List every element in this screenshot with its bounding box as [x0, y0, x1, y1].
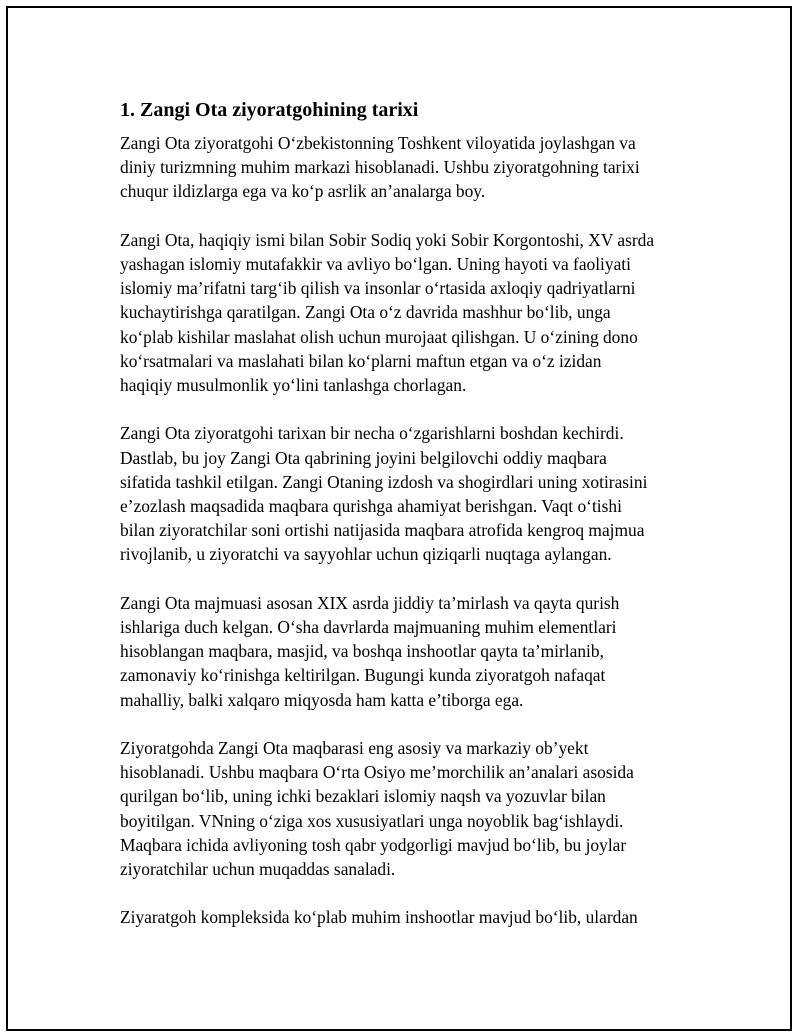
text-line: kuchaytirishga qaratilgan. Zangi Ota o‘z davrida mashhur bo‘lib, unga [120, 302, 611, 323]
text-line: Zangi Ota ziyoratgohi tarixan bir necha o‘zgarishlarni boshdan kechirdi. [120, 423, 624, 444]
text-line: ko‘plab kishilar maslahat olish uchun murojaat qilishgan. U o‘zining dono [120, 326, 638, 347]
document-page [6, 6, 792, 1031]
paragraph [120, 591, 690, 712]
text-line: Ziyoratgohda Zangi Ota maqbarasi eng asosiy va markaziy ob’yekt [120, 738, 589, 759]
document-body [120, 97, 690, 954]
text-line: zamonaviy ko‘rinishga keltirilgan. Bugungi kunda ziyoratgoh nafaqat [120, 665, 606, 686]
text-line: Zangi Ota majmuasi asosan XIX asrda jiddiy ta’mirlash va qayta qurish [120, 592, 620, 613]
text-line: sifatida tashkil etilgan. Zangi Otaning izdosh va shogirdlari uning xotirasini [120, 471, 648, 492]
paragraph [120, 228, 690, 397]
paragraph [120, 131, 690, 204]
text-line: bilan ziyoratchilar soni ortishi natijasida maqbara atrofida kengroq majmua [120, 520, 645, 541]
text-line: Maqbara ichida avliyoning tosh qabr yodgorligi mavjud bo‘lib, bu joylar [120, 834, 627, 855]
text-line: mahalliy, balki xalqaro miqyosda ham katta e’tiborga ega. [120, 689, 524, 710]
paragraph [120, 421, 690, 566]
paragraph [120, 905, 690, 929]
text-line: chuqur ildizlarga ega va ko‘p asrlik an’analarga boy. [120, 181, 486, 202]
text-line: Dastlab, bu joy Zangi Ota qabrining joyini belgilovchi oddiy maqbara [120, 447, 607, 468]
text-line: haqiqiy musulmonlik yo‘lini tanlashga chorlagan. [120, 375, 467, 396]
text-line: yashagan islomiy mutafakkir va avliyo bo‘lgan. Uning hayoti va faoliyati [120, 254, 631, 274]
text-line: rivojlanib, u ziyoratchi va sayyohlar uchun qiziqarli nuqtaga aylangan. [120, 544, 612, 565]
text-line: hisoblanadi. Ushbu maqbara O‘rta Osiyo me’morchilik an’analari asosida [120, 762, 634, 783]
text-line: Zangi Ota ziyoratgohi O‘zbekistonning Toshkent viloyatida joylashgan va [120, 133, 636, 153]
paragraph [120, 736, 690, 881]
text-line: islomiy ma’rifatni targ‘ib qilish va insonlar o‘rtasida axloqiy qadriyatlarni [120, 278, 636, 299]
text-line: Ziyaratgoh kompleksida ko‘plab muhim inshootlar mavjud bo‘lib, ulardan [120, 907, 638, 928]
text-line: qurilgan bo‘lib, uning ichki bezaklari islomiy naqsh va yozuvlar bilan [120, 786, 606, 807]
text-line: ishlariga duch kelgan. O‘sha davrlarda majmuaning muhim elementlari [120, 617, 617, 638]
text-line: boyitilgan. VNning o‘ziga xos xususiyatlari unga noyoblik bag‘ishlaydi. [120, 810, 624, 831]
text-line: hisoblangan maqbara, masjid, va boshqa inshootlar qayta ta’mirlanib, [120, 641, 604, 662]
section-heading: 1. Zangi Ota ziyoratgohining tarixi [120, 99, 419, 121]
text-line: ziyoratchilar uchun muqaddas sanaladi. [120, 859, 396, 880]
text-line: Zangi Ota, haqiqiy ismi bilan Sobir Sodiq yoki Sobir Korgontoshi, XV asrda [120, 229, 655, 250]
text-line: diniy turizmning muhim markazi hisoblanadi. Ushbu ziyoratgohning tarixi [120, 157, 640, 178]
text-line: ko‘rsatmalari va maslahati bilan ko‘plarni maftun etgan va o‘z izidan [120, 350, 602, 371]
text-line: e’zozlash maqsadida maqbara qurishga ahamiyat berishgan. Vaqt o‘tishi [120, 496, 622, 517]
